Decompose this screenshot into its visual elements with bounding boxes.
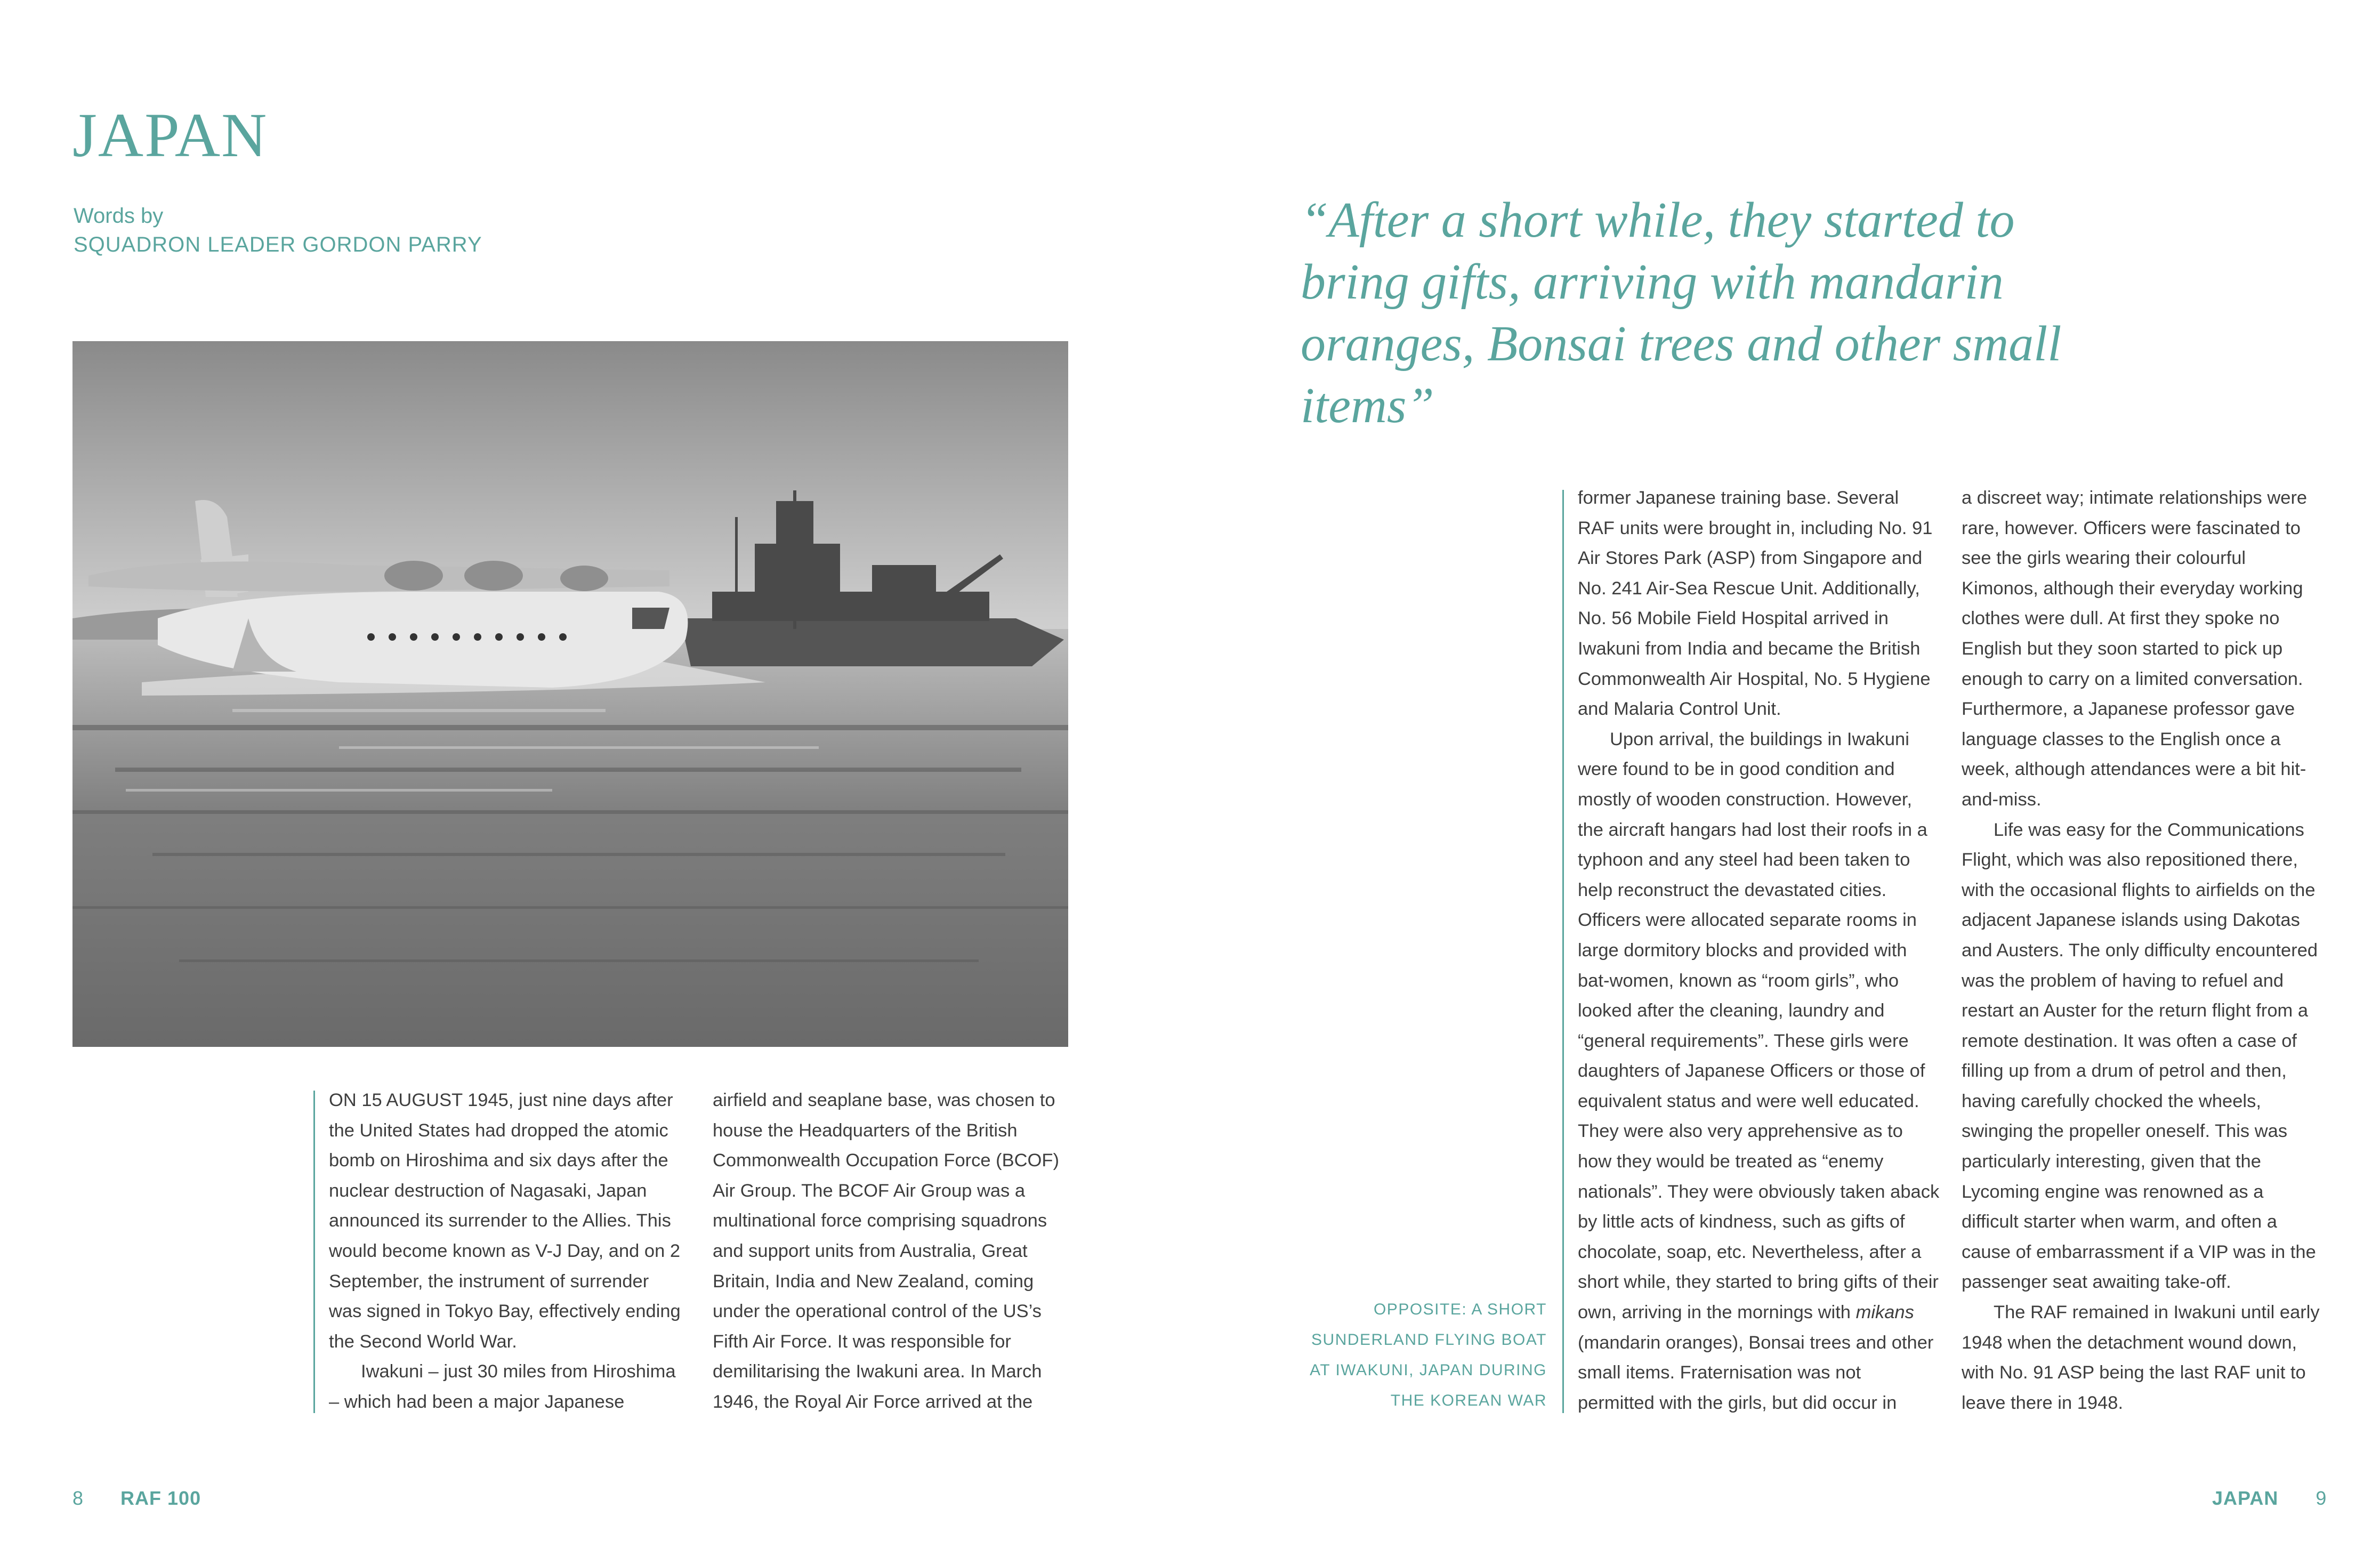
paragraph: ON 15 AUGUST 1945, just nine days after the United States had dropped the atomic bomb on Hiroshima and six days after the nuclear destruction of Nagasaki, Japan announced its surrender to the Allies. This would become known as V-J Day, and on 2 September, the instrument of surrender was signed in Tokyo Bay, effectively ending the Second World War. bbox=[329, 1090, 681, 1352]
photo-illustration bbox=[72, 341, 1068, 1047]
byline-author: SQUADRON LEADER GORDON PARRY bbox=[74, 233, 482, 256]
body-column-1 bbox=[329, 1085, 681, 1417]
column-rule-left bbox=[313, 1091, 315, 1413]
byline bbox=[74, 201, 482, 259]
running-title: RAF 100 bbox=[120, 1487, 201, 1509]
paragraph bbox=[1578, 724, 1940, 1418]
pull-quote: “After a short while, they started to bring gifts, arriving with mandarin oranges, Bonsai trees and other small items” bbox=[1301, 192, 2062, 433]
footer-left bbox=[72, 1487, 201, 1510]
paragraph: former Japanese training base. Several RAF units were brought in, including No. 91 Air Stores Park (ASP) from Singapore and No. 241 Air-Sea Rescue Unit. Additionally, No. 56 Mobile Field Hospital arrived in Iwakuni from India and became the British Commonwealth Air Hospital, No. 5 Hygiene and Malaria Control Unit. bbox=[1578, 488, 1933, 720]
paragraph: Life was easy for the Communications Flight, which was also repositioned there, with the occasional flights to airfields on the adjacent Japanese islands using Dakotas and Austers. The only difficulty encountered was the problem of having to refuel and restart an Auster for the return flight from a remote destination. It was often a case of filling up from a drum of petrol and then, having carefully chocked the wheels, swinging the propeller oneself. This was particularly interesting, given that the Lycoming engine was renowned as a difficult starter when warm, and often a cause of embarrassment if a VIP was in the passenger seat awaiting take-off. bbox=[1962, 819, 2318, 1293]
sunderland-flying-boat-photo bbox=[72, 341, 1068, 1047]
paragraph-text: Upon arrival, the buildings in Iwakuni were found to be in good condition and mostly of wooden construction. However, the aircraft hangars had lost their roofs in a typhoon and any steel had been taken to help reconstruct the devastated cities. Officers were allocated separate rooms in large dormitory blocks and provided with bat-women, known as “room girls”, who looked after the cleaning, laundry and “general requirements”. These girls were daughters of Japanese Officers or those of equivalent status and were well educated. They were also very apprehensive as to how they would be treated as “enemy nationals”. They were obviously taken aback by little acts of kindness, such as gifts of chocolate, soap, etc. Nevertheless, after a short while, they started to bring gifts of their own, arriving in the mornings with bbox=[1578, 729, 1940, 1323]
paragraph-text: (mandarin oranges), Bonsai trees and other small items. Fraternisation was not permitted with the girls, but did occur in bbox=[1578, 1332, 1934, 1413]
paragraph: airfield and seaplane base, was chosen to house the Headquarters of the British Commonwealth Occupation Force (BCOF) Air Group. The BCOF Air Group was a multinational force comprising squadrons and support units from Australia, Great Britain, India and New Zealand, coming under the operational control of the US’s Fifth Air Force. It was responsible for demilitarising the Iwakuni area. In March 1946, the Royal Air Force arrived at the bbox=[713, 1090, 1059, 1412]
body-column-2 bbox=[713, 1085, 1064, 1417]
paragraph: The RAF remained in Iwakuni until early 1948 when the detachment wound down, with No. 91 ASP being the last RAF unit to leave there in 1948. bbox=[1962, 1302, 2320, 1413]
body-column-3 bbox=[1578, 483, 1940, 1418]
paragraph: a discreet way; intimate relationships were rare, however. Officers were fascinated to see the girls wearing their colourful Kimonos, although their everyday working clothes were dull. At first they spoke no English but they soon started to pick up enough to carry on a limited conversation. Furthermore, a Japanese professor gave language classes to the English once a week, although attendances were a bit hit-and-miss. bbox=[1962, 488, 2308, 810]
paragraph: Iwakuni – just 30 miles from Hiroshima – which had been a major Japanese bbox=[329, 1361, 676, 1412]
body-column-4 bbox=[1962, 483, 2324, 1418]
photo-caption: OPPOSITE: A SHORT SUNDERLAND FLYING BOAT AT IWAKUNI, JAPAN DURING THE KOREAN WAR bbox=[1310, 1301, 1547, 1409]
page-number: 8 bbox=[72, 1487, 84, 1509]
column-rule-right bbox=[1562, 490, 1564, 1413]
italic-term: mikans bbox=[1855, 1302, 1914, 1323]
page-number: 9 bbox=[2316, 1487, 2327, 1509]
footer-right bbox=[2212, 1487, 2326, 1510]
byline-label: Words by bbox=[74, 204, 164, 228]
page-title: JAPAN bbox=[72, 100, 268, 170]
running-title: JAPAN bbox=[2212, 1487, 2279, 1509]
